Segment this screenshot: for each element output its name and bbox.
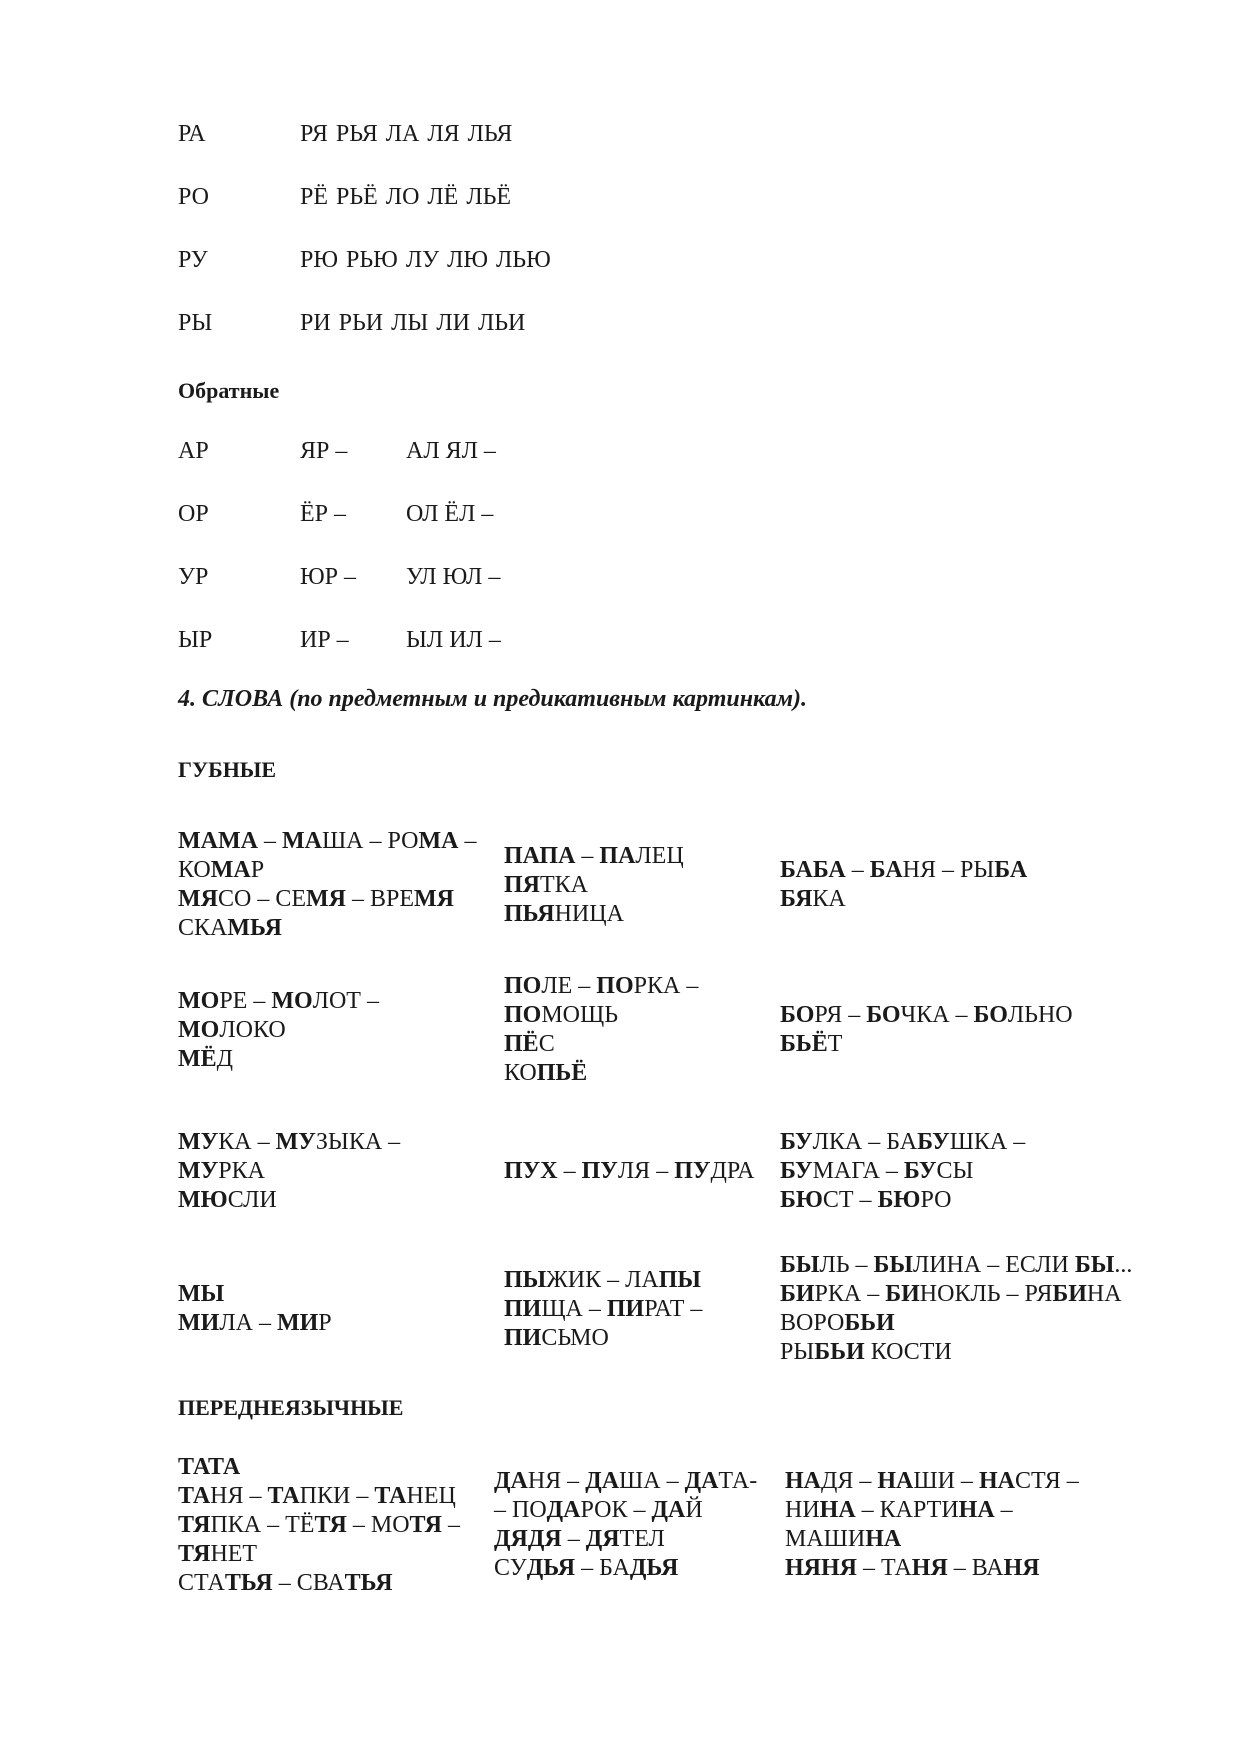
word-line: [780, 856, 1027, 885]
stressed-syllable: БЮ: [877, 1187, 921, 1213]
word-line: [178, 1482, 460, 1511]
stressed-syllable: БУ: [780, 1129, 813, 1155]
stressed-syllable: ДЯДЯ: [494, 1526, 562, 1552]
word-line: [785, 1467, 1079, 1496]
stressed-syllable: НЯ: [1003, 1555, 1040, 1581]
word-fragment: СЫ: [936, 1158, 974, 1184]
stressed-syllable: ТЯ: [314, 1512, 347, 1538]
syllable-row-rest: РИ РЬИ ЛЫ ЛИ ЛЬИ: [300, 310, 526, 336]
word-fragment: ША – РО: [321, 828, 419, 854]
word-fragment: ТЕЛ: [619, 1526, 665, 1552]
word-fragment: –: [561, 1526, 586, 1552]
stressed-syllable: БЬЁ: [780, 1031, 828, 1057]
stressed-syllable: ПУ: [674, 1158, 711, 1184]
stressed-syllable: МИ: [178, 1310, 220, 1336]
word-fragment: СУ: [494, 1555, 527, 1581]
word-line: [780, 1338, 1132, 1367]
stressed-syllable: МЮ: [178, 1187, 228, 1213]
word-line: [785, 1525, 1079, 1554]
word-fragment: ЛИНА – ЕСЛИ: [912, 1252, 1075, 1278]
word-fragment: –: [845, 857, 870, 883]
stressed-syllable: ДА: [651, 1497, 686, 1523]
word-line: [178, 1157, 400, 1186]
stressed-syllable: ДЯ: [585, 1526, 620, 1552]
stressed-syllable: МЯ: [414, 886, 454, 912]
word-cell: [780, 1128, 1025, 1215]
word-fragment: ЛА –: [219, 1310, 277, 1336]
word-line: [780, 1128, 1025, 1157]
stressed-syllable: ТАТА: [178, 1454, 241, 1480]
stressed-syllable: НА: [958, 1497, 995, 1523]
word-line: [494, 1525, 757, 1554]
stressed-syllable: БЬИ: [844, 1310, 895, 1336]
stressed-syllable: ПИ: [504, 1325, 542, 1351]
stressed-syllable: МА: [281, 828, 322, 854]
stressed-syllable: ДА: [494, 1468, 528, 1494]
word-fragment: НА: [1086, 1281, 1122, 1307]
word-fragment: ПКИ –: [299, 1483, 375, 1509]
stressed-syllable: ПЫ: [504, 1267, 547, 1293]
word-cell: [504, 1157, 754, 1186]
word-fragment: – СВА: [272, 1570, 345, 1596]
word-line: [504, 842, 684, 871]
word-fragment: ...: [1114, 1252, 1133, 1278]
word-line: [785, 1554, 1079, 1583]
stressed-syllable: БЫ: [1074, 1252, 1115, 1278]
word-line: [504, 871, 684, 900]
stressed-syllable: ТЯ: [178, 1541, 211, 1567]
stressed-syllable: МА: [210, 857, 251, 883]
word-line: [178, 827, 476, 856]
word-line: [494, 1467, 757, 1496]
word-line: [504, 972, 698, 1001]
word-fragment: РКА: [218, 1158, 265, 1184]
word-fragment: НЯ – РЫ: [902, 857, 995, 883]
word-fragment: Т: [827, 1031, 843, 1057]
stressed-syllable: МЁ: [178, 1046, 217, 1072]
word-fragment: НИ: [785, 1497, 820, 1523]
word-line: [178, 1511, 460, 1540]
stressed-syllable: МО: [178, 1017, 220, 1043]
stressed-syllable: ПО: [504, 973, 542, 999]
stressed-syllable: НЯ: [911, 1555, 948, 1581]
word-fragment: НОКЛЬ – РЯ: [919, 1281, 1053, 1307]
word-line: [178, 1540, 460, 1569]
word-line: [178, 1309, 332, 1338]
stressed-syllable: ПЬЁ: [536, 1060, 588, 1086]
stressed-syllable: ДА: [684, 1468, 719, 1494]
word-fragment: РО: [920, 1187, 952, 1213]
stressed-syllable: ДА: [546, 1497, 581, 1523]
stressed-syllable: НА: [785, 1468, 821, 1494]
syllable-row-first: РО: [178, 184, 209, 210]
stressed-syllable: ПО: [596, 973, 634, 999]
reverse-row-first: ОР: [178, 501, 209, 527]
stressed-syllable: ТЬЯ: [224, 1570, 273, 1596]
reverse-row-third: УЛ ЮЛ –: [406, 564, 501, 590]
word-cell: [785, 1467, 1079, 1583]
word-line: [504, 1295, 702, 1324]
stressed-syllable: ДА: [585, 1468, 620, 1494]
word-fragment: ЛЯ –: [617, 1158, 675, 1184]
word-fragment: ЛЬНО: [1007, 1002, 1073, 1028]
word-fragment: РКА –: [814, 1281, 886, 1307]
word-cell: [780, 1251, 1132, 1367]
reverse-row-third: АЛ ЯЛ –: [406, 438, 496, 464]
word-fragment: РАТ –: [644, 1296, 703, 1322]
stressed-syllable: НА: [819, 1497, 856, 1523]
stressed-syllable: БИ: [780, 1281, 815, 1307]
stressed-syllable: БЫ: [780, 1252, 820, 1278]
word-line: [178, 885, 476, 914]
stressed-syllable: ПИ: [504, 1296, 542, 1322]
section-frontlingual-heading: ПЕРЕДНЕЯЗЫЧНЫЕ: [178, 1395, 404, 1420]
stressed-syllable: БО: [780, 1002, 815, 1028]
word-fragment: ШКА –: [949, 1129, 1026, 1155]
stressed-syllable: ТЬЯ: [344, 1570, 393, 1596]
word-fragment: ТКА: [540, 872, 588, 898]
word-line: [178, 1280, 332, 1309]
word-line: [504, 1266, 702, 1295]
word-fragment: РОК –: [580, 1497, 652, 1523]
word-fragment: Й: [685, 1497, 703, 1523]
word-line: [504, 1059, 698, 1088]
word-fragment: МАШИ: [785, 1526, 866, 1552]
stressed-syllable: БИ: [885, 1281, 920, 1307]
word-fragment: –: [441, 1512, 460, 1538]
word-fragment: СТ –: [822, 1187, 878, 1213]
reverse-row-first: УР: [178, 564, 209, 590]
stressed-syllable: ДЬЯ: [629, 1555, 679, 1581]
reverse-row-third: ОЛ ЁЛ –: [406, 501, 494, 527]
word-cell: [178, 1453, 460, 1598]
word-cell: [178, 1280, 332, 1338]
syllable-row-first: РУ: [178, 247, 208, 273]
word-fragment: –: [458, 828, 477, 854]
word-cell: [780, 1001, 1073, 1059]
word-line: [780, 1030, 1073, 1059]
stressed-syllable: БЬИ: [814, 1339, 865, 1365]
word-fragment: – ВА: [947, 1555, 1004, 1581]
syllable-row-rest: РЮ РЬЮ ЛУ ЛЮ ЛЬЮ: [300, 247, 551, 273]
word-fragment: СТЯ –: [1014, 1468, 1079, 1494]
word-cell: [504, 972, 698, 1088]
word-fragment: –: [994, 1497, 1013, 1523]
stressed-syllable: НЯНЯ: [785, 1555, 857, 1581]
word-fragment: ЛЬ –: [819, 1252, 874, 1278]
word-fragment: ВОРО: [780, 1310, 845, 1336]
word-fragment: ДЯ –: [821, 1468, 878, 1494]
word-fragment: Р: [318, 1310, 332, 1336]
reverse-row-second: ЮР –: [300, 564, 357, 590]
word-fragment: РКА –: [633, 973, 699, 999]
word-line: [780, 885, 1027, 914]
stressed-syllable: ТЯ: [409, 1512, 442, 1538]
word-line: [178, 987, 379, 1016]
stressed-syllable: ДЬЯ: [526, 1555, 576, 1581]
word-cell: [178, 827, 476, 943]
word-line: [785, 1496, 1079, 1525]
word-fragment: ПКА – ТЁ: [210, 1512, 315, 1538]
word-fragment: ША –: [619, 1468, 685, 1494]
word-line: [780, 1309, 1132, 1338]
word-fragment: Д: [216, 1046, 234, 1072]
stressed-syllable: МО: [178, 988, 220, 1014]
word-fragment: НЕТ: [210, 1541, 258, 1567]
section-labial-heading: ГУБНЫЕ: [178, 757, 277, 782]
word-fragment: ЧКА –: [900, 1002, 974, 1028]
word-fragment: СЬМО: [541, 1325, 609, 1351]
word-line: [494, 1496, 757, 1525]
stressed-syllable: МЯ: [178, 886, 218, 912]
stressed-syllable: ПУ: [504, 1158, 541, 1184]
word-line: [780, 1001, 1073, 1030]
word-fragment: СТА: [178, 1570, 225, 1596]
stressed-syllable: НА: [877, 1468, 914, 1494]
stressed-syllable: ТА: [267, 1483, 300, 1509]
reverse-row-first: ЫР: [178, 627, 213, 653]
reverse-row-second: ЁР –: [300, 501, 347, 527]
word-line: [504, 900, 684, 929]
word-line: [178, 1045, 379, 1074]
word-fragment: – МО: [346, 1512, 410, 1538]
stressed-syllable: БЫ: [873, 1252, 913, 1278]
word-fragment: – ПО: [494, 1497, 547, 1523]
word-fragment: СО – СЕ: [217, 886, 306, 912]
stressed-syllable: МУ: [275, 1129, 316, 1155]
reverse-row-second: ИР –: [300, 627, 349, 653]
word-cell: [780, 856, 1027, 914]
stressed-syllable: МО: [271, 988, 313, 1014]
word-fragment: – ВРЕ: [345, 886, 414, 912]
stressed-syllable: ПЫ: [658, 1267, 701, 1293]
stressed-syllable: ТА: [178, 1483, 211, 1509]
word-cell: [504, 842, 684, 929]
stressed-syllable: БА: [869, 857, 903, 883]
word-fragment: СЛИ: [227, 1187, 277, 1213]
word-fragment: НИЦА: [554, 901, 624, 927]
word-fragment: ШИ –: [913, 1468, 979, 1494]
word-fragment: –: [557, 1158, 582, 1184]
stressed-syllable: ПЬЯ: [504, 901, 555, 927]
stressed-syllable: МУ: [178, 1129, 219, 1155]
stressed-syllable: МУ: [178, 1158, 219, 1184]
stressed-syllable: БО: [866, 1002, 901, 1028]
word-cell: [178, 1128, 400, 1215]
stressed-syllable: МЯ: [306, 886, 346, 912]
word-fragment: ЖИК – ЛА: [546, 1267, 659, 1293]
word-fragment: МОЩЬ: [541, 1002, 619, 1028]
word-fragment: ЛКА – БА: [812, 1129, 918, 1155]
word-line: [494, 1554, 757, 1583]
word-fragment: НЯ –: [527, 1468, 586, 1494]
reverse-heading: Обратные: [178, 378, 280, 403]
stressed-syllable: МАМА: [178, 828, 258, 854]
word-fragment: КА –: [218, 1129, 276, 1155]
stressed-syllable: БУ: [903, 1158, 937, 1184]
word-line: [178, 856, 476, 885]
stressed-syllable: ПО: [504, 1002, 542, 1028]
stressed-syllable: ПА: [599, 843, 636, 869]
stressed-syllable: БЮ: [780, 1187, 823, 1213]
stressed-syllable: НА: [865, 1526, 902, 1552]
word-fragment: КО: [504, 1060, 537, 1086]
word-fragment: НЯ –: [210, 1483, 268, 1509]
stressed-syllable: МЫ: [178, 1281, 225, 1307]
word-line: [780, 1186, 1025, 1215]
word-line: [504, 1001, 698, 1030]
word-fragment: РЫ: [780, 1339, 815, 1365]
stressed-syllable: Х: [540, 1158, 558, 1184]
stressed-syllable: МА: [418, 828, 459, 854]
word-line: [504, 1030, 698, 1059]
stressed-syllable: БИ: [1052, 1281, 1087, 1307]
word-cell: [504, 1266, 702, 1353]
word-fragment: –: [575, 843, 600, 869]
word-line: [504, 1324, 702, 1353]
word-line: [178, 1186, 400, 1215]
stressed-syllable: БЯ: [780, 886, 813, 912]
word-fragment: – ТА: [857, 1555, 912, 1581]
stressed-syllable: ПЯ: [504, 872, 540, 898]
word-fragment: ТА-: [718, 1468, 758, 1494]
word-fragment: РЕ –: [219, 988, 272, 1014]
word-line: [178, 1569, 460, 1598]
word-line: [780, 1157, 1025, 1186]
word-fragment: НЕЦ: [406, 1483, 456, 1509]
stressed-syllable: ПУ: [581, 1158, 618, 1184]
word-line: [178, 1453, 460, 1482]
word-fragment: ЛОКО: [219, 1017, 286, 1043]
word-fragment: КА: [812, 886, 846, 912]
word-fragment: ЩА –: [541, 1296, 607, 1322]
word-fragment: КОСТИ: [864, 1339, 952, 1365]
word-line: [178, 1016, 379, 1045]
stressed-syllable: БУ: [780, 1158, 813, 1184]
word-cell: [178, 987, 379, 1074]
stressed-syllable: НА: [978, 1468, 1015, 1494]
word-line: [780, 1251, 1132, 1280]
stressed-syllable: БО: [973, 1002, 1008, 1028]
word-fragment: ЛЕ –: [541, 973, 597, 999]
word-fragment: Р: [250, 857, 265, 883]
stressed-syllable: ТЯ: [178, 1512, 211, 1538]
word-fragment: С: [538, 1031, 555, 1057]
word-line: [178, 914, 476, 943]
stressed-syllable: БАБА: [780, 857, 846, 883]
stressed-syllable: МИ: [276, 1310, 319, 1336]
word-line: [780, 1280, 1132, 1309]
syllable-row-first: РА: [178, 121, 206, 147]
task-title: 4. СЛОВА (по предметным и предикативным картинкам).: [178, 686, 808, 712]
reverse-row-first: АР: [178, 438, 209, 464]
word-cell: [494, 1467, 757, 1583]
word-fragment: ЛЕЦ: [635, 843, 684, 869]
word-fragment: ЛОТ –: [312, 988, 379, 1014]
syllable-row-rest: РЁ РЬЁ ЛО ЛЁ ЛЬЁ: [300, 184, 512, 210]
stressed-syllable: БА: [994, 857, 1028, 883]
word-fragment: –: [257, 828, 282, 854]
syllable-row-rest: РЯ РЬЯ ЛА ЛЯ ЛЬЯ: [300, 121, 513, 147]
word-fragment: ЗЫКА –: [315, 1129, 401, 1155]
word-fragment: КО: [178, 857, 211, 883]
word-fragment: СКА: [178, 915, 228, 941]
word-fragment: – КАРТИ: [855, 1497, 959, 1523]
stressed-syllable: ТА: [374, 1483, 407, 1509]
word-fragment: МАГА –: [812, 1158, 904, 1184]
stressed-syllable: МЬЯ: [227, 915, 282, 941]
word-line: [178, 1128, 400, 1157]
word-fragment: РЯ –: [814, 1002, 867, 1028]
reverse-row-second: ЯР –: [300, 438, 348, 464]
syllable-row-first: РЫ: [178, 310, 213, 336]
stressed-syllable: БУ: [917, 1129, 950, 1155]
word-fragment: ДРА: [710, 1158, 755, 1184]
stressed-syllable: ПИ: [606, 1296, 645, 1322]
stressed-syllable: ПЁ: [504, 1031, 539, 1057]
word-fragment: – БА: [575, 1555, 630, 1581]
reverse-row-third: ЫЛ ИЛ –: [406, 627, 501, 653]
word-line: [504, 1157, 754, 1186]
stressed-syllable: ПАПА: [504, 843, 576, 869]
